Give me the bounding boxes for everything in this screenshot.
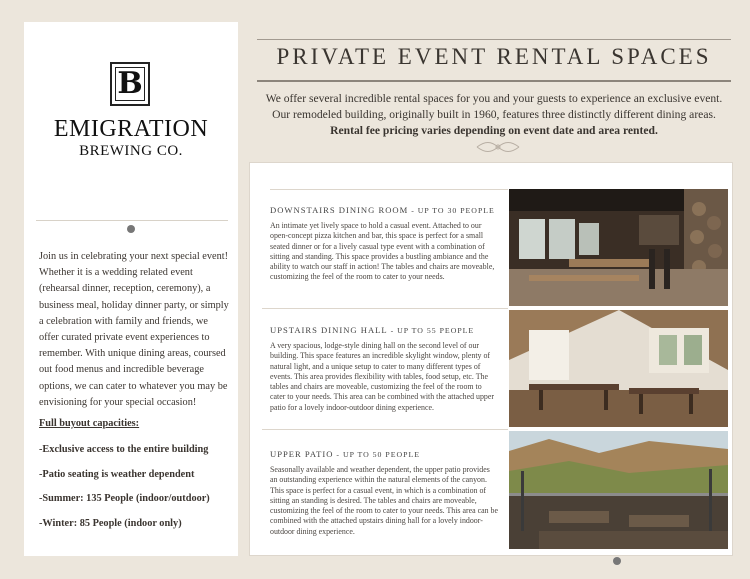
section-capacity: - UP TO 30 PEOPLE: [408, 206, 495, 215]
capacity-item: -Exclusive access to the entire building: [39, 444, 209, 455]
section-capacity: - UP TO 55 PEOPLE: [387, 326, 475, 335]
intro-paragraph: Join us in celebrating your next special event! Whether it is a wedding related event (rehearsal dinner, reception, ceremony), a business meal, holiday dinner party, or simply a celebration with family and friends, we offer curated private event experiences to remember. With unique dining areas, coursed out food menus and incredible beverage options, we can cater to whatever you may be envisioning for your special occasion!: [39, 251, 229, 408]
page-title: PRIVATE EVENT RENTAL SPACES: [276, 44, 712, 69]
divider: [262, 308, 508, 309]
divider: [257, 39, 731, 40]
section-name: DOWNSTAIRS DINING ROOM: [270, 205, 409, 215]
capacity-item: -Summer: 135 People (indoor/outdoor): [39, 493, 210, 504]
divider: [257, 80, 731, 82]
section-description: A very spacious, lodge-style dining hall on the second level of our building. This space features an incredible skylight window, plenty of natural light, and a unique setup to cater to many different types of events. This area provides flexibility with tables, food setup, etc. The tables and chairs are moveable, customizing the feel of the room to cater to your needs. This area can be combined with the attached upper patio for a lovely indoor-outdoor dining experience.: [270, 341, 494, 412]
section-capacity: - UP TO 50 PEOPLE: [333, 450, 420, 459]
brand-logo: [110, 62, 150, 106]
capacity-item: -Patio seating is weather dependent: [39, 469, 195, 480]
section-title: [270, 205, 495, 215]
section-title: [270, 449, 420, 459]
divider: [36, 220, 228, 221]
divider: [262, 429, 508, 430]
divider: [270, 189, 508, 190]
capacities-heading: Full buyout capacities:: [39, 418, 140, 429]
logo-letter: B: [117, 66, 143, 101]
brand-subtitle: BREWING CO.: [79, 143, 183, 159]
left-sidebar: [24, 22, 238, 556]
downstairs-dining-photo: [509, 189, 728, 306]
intro-line: Our remodeled building, originally built in 1960, features three distinctly different dining areas.: [272, 108, 716, 121]
flourish-ornament-icon: [475, 140, 521, 154]
upper-patio-photo: [509, 431, 728, 549]
section-title: [270, 325, 474, 335]
section-description: An intimate yet lively space to hold a casual event. Attached to our open-concept pizza kitchen and bar, this space is perfect for a small seated dinner or for a lively casual type event with a combination of sitting and standing. This space provides a bustling ambiance and the ability to watch our staff in action! The tables and chairs are moveable, customizing the feel of the room to cater to your needs.: [270, 221, 495, 282]
rental-spaces-panel: [249, 162, 733, 556]
main-content: [247, 14, 739, 566]
section-name: UPSTAIRS DINING HALL: [270, 325, 388, 335]
section-name: UPPER PATIO: [270, 449, 334, 459]
capacity-item: -Winter: 85 People (indoor only): [39, 518, 182, 529]
intro-line: We offer several incredible rental spaces for you and your guests to experience an exclusive event.: [265, 92, 723, 105]
upstairs-dining-photo: [509, 310, 728, 427]
pricing-note: Rental fee pricing varies depending on event date and area rented.: [330, 124, 658, 137]
brand-name: EMIGRATION: [53, 116, 209, 142]
bullet-dot-icon: [127, 225, 135, 233]
bullet-dot-icon: [613, 557, 621, 565]
section-description: Seasonally available and weather dependent, the upper patio provides an outstanding experience within the natural elements of the canyon. This space is perfect for a casual event, in which is a combination of sitting an standing is desired. The tables and chairs are moveable, customizing the feel of the room to cater to your needs. This area can be combined with the attached upstairs dining hall for a lovely indoor-outdoor dining experience.: [270, 465, 498, 536]
